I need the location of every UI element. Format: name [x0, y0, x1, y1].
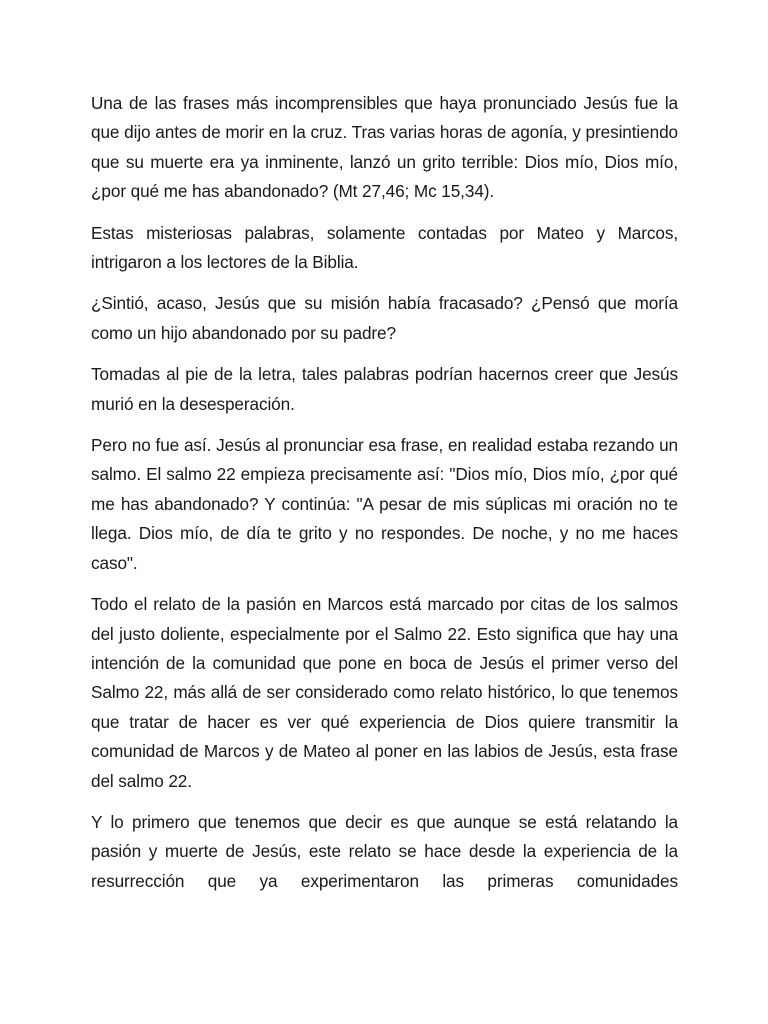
paragraph-6: Todo el relato de la pasión en Marcos está marcado por citas de los salmos del justo doliente, especialmente por el Salmo 22. Esto significa que hay una intención de la comunidad que pone en boca de Jesús el primer verso del Salmo 22, más allá de ser considerado como relato histórico, lo que tenemos que tratar de hacer es ver qué experiencia de Dios quiere transmitir la comunidad de Marcos y de Mateo al poner en las labios de Jesús, esta frase del salmo 22.: [91, 594, 678, 791]
paragraph-5: Pero no fue así. Jesús al pronunciar esa frase, en realidad estaba rezando un salmo. El salmo 22 empieza precisamente así: "Dios mío, Dios mío, ¿por qué me has abandonado? Y continúa: "A pesar de mis súplicas mi oración no te llega. Dios mío, de día te grito y no respondes. De noche, y no me haces caso".: [91, 435, 678, 573]
paragraph-7: Y lo primero que tenemos que decir es que aunque se está relatando la pasión y muerte de Jesús, este relato se hace desde la experiencia de la resurrección que ya experimentaron las primeras comunidades: [91, 811, 678, 891]
paragraph-4: Tomadas al pie de la letra, tales palabras podrían hacernos creer que Jesús murió en la desesperación.: [91, 364, 678, 414]
paragraph-3: ¿Sintió, acaso, Jesús que su misión había fracasado? ¿Pensó que moría como un hijo abandonado por su padre?: [91, 293, 678, 343]
document-body: [91, 89, 678, 908]
paragraph-2: Estas misteriosas palabras, solamente contadas por Mateo y Marcos, intrigaron a los lectores de la Biblia.: [91, 222, 678, 273]
paragraph-1: Una de las frases más incomprensibles que haya pronunciado Jesús fue la que dijo antes de morir en la cruz. Tras varias horas de agonía, y presintiendo que su muerte era ya inminente, lanzó un grito terrible: Dios mío, Dios mío, ¿por qué me has abandonado? (Mt 27,46; Mc 15,34).: [91, 93, 678, 202]
